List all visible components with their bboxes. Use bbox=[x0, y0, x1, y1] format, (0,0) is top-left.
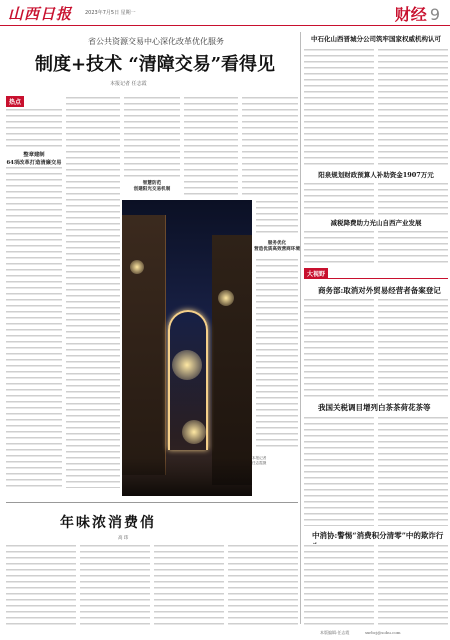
news-body bbox=[304, 544, 374, 626]
section-rule bbox=[304, 278, 448, 279]
article-column-text bbox=[184, 96, 238, 196]
essay-body bbox=[6, 544, 76, 626]
news-body bbox=[304, 416, 374, 526]
news-title-5: 我国关税调目增列白茶茶荷花茶等 bbox=[318, 403, 431, 412]
news-title-6: 中消协:警惕“消费积分清零”中的欺诈行 bbox=[312, 531, 444, 540]
big-view-tag: 大视野 bbox=[304, 268, 328, 279]
news-title-1: 中石化山西晋城分公司筑牢国家权威机构认可 bbox=[311, 35, 441, 43]
news-body bbox=[378, 298, 448, 398]
article-byline: 本报记者 任志霞 bbox=[110, 81, 147, 87]
essay-body bbox=[80, 544, 150, 626]
article-headline: 制度+技术 “清障交易”看得见 bbox=[35, 54, 276, 75]
article-column-text bbox=[66, 96, 120, 488]
news-body bbox=[378, 230, 448, 264]
news-title-3: 减税降费助力光山自西产业发展 bbox=[330, 219, 422, 227]
news-body bbox=[304, 48, 374, 166]
issue-date: 2023年7月5日 星期一 bbox=[85, 10, 136, 16]
article-column-text bbox=[6, 108, 62, 148]
newspaper-name: 山西日报 bbox=[8, 5, 73, 23]
section-subhead-3: 服务优化 营造优质高效营商环境 bbox=[254, 241, 300, 252]
essay-divider bbox=[6, 502, 298, 503]
hot-tag: 热点 bbox=[6, 96, 24, 107]
article-column-text bbox=[6, 166, 62, 488]
article-column-text bbox=[256, 258, 298, 448]
news-title-2: 阳泉规划财政预算人补助资金1907万元 bbox=[318, 171, 434, 179]
article-column-text bbox=[124, 96, 180, 178]
masthead-bar bbox=[0, 0, 450, 26]
article-column-text bbox=[242, 96, 298, 196]
news-body bbox=[304, 182, 374, 216]
article-column-text bbox=[256, 200, 298, 236]
news-body bbox=[378, 416, 448, 526]
news-body bbox=[304, 298, 374, 398]
section-subhead-2: 智慧防范 创建阳光交易机制 bbox=[133, 181, 171, 192]
section-subhead-1: 整章建制 64项改革打造清廉交易 bbox=[6, 152, 62, 166]
essay-author: 高 玮 bbox=[118, 536, 129, 541]
footer-email[interactable]: sxrbcj@sohu.com bbox=[365, 630, 401, 635]
news-title-4: 商务部:取消对外贸易经营者备案登记 bbox=[318, 286, 441, 295]
column-divider bbox=[300, 32, 301, 624]
news-body bbox=[378, 544, 448, 626]
essay-body bbox=[228, 544, 298, 626]
news-body bbox=[378, 182, 448, 216]
page-number: 9 bbox=[429, 5, 440, 24]
photo-caption: 本报记者 任志霞摄 bbox=[252, 456, 267, 465]
news-body bbox=[304, 230, 374, 264]
news-body bbox=[378, 48, 448, 166]
footer-editor: 本版编辑:任志霞 bbox=[320, 630, 350, 635]
essay-title: 年味浓消费俏 bbox=[60, 515, 156, 531]
section-title: 财经 9 bbox=[394, 5, 440, 24]
essay-body bbox=[154, 544, 224, 626]
night-street-photo bbox=[122, 200, 252, 496]
article-kicker: 省公共资源交易中心深化改革优化服务 bbox=[88, 37, 224, 46]
